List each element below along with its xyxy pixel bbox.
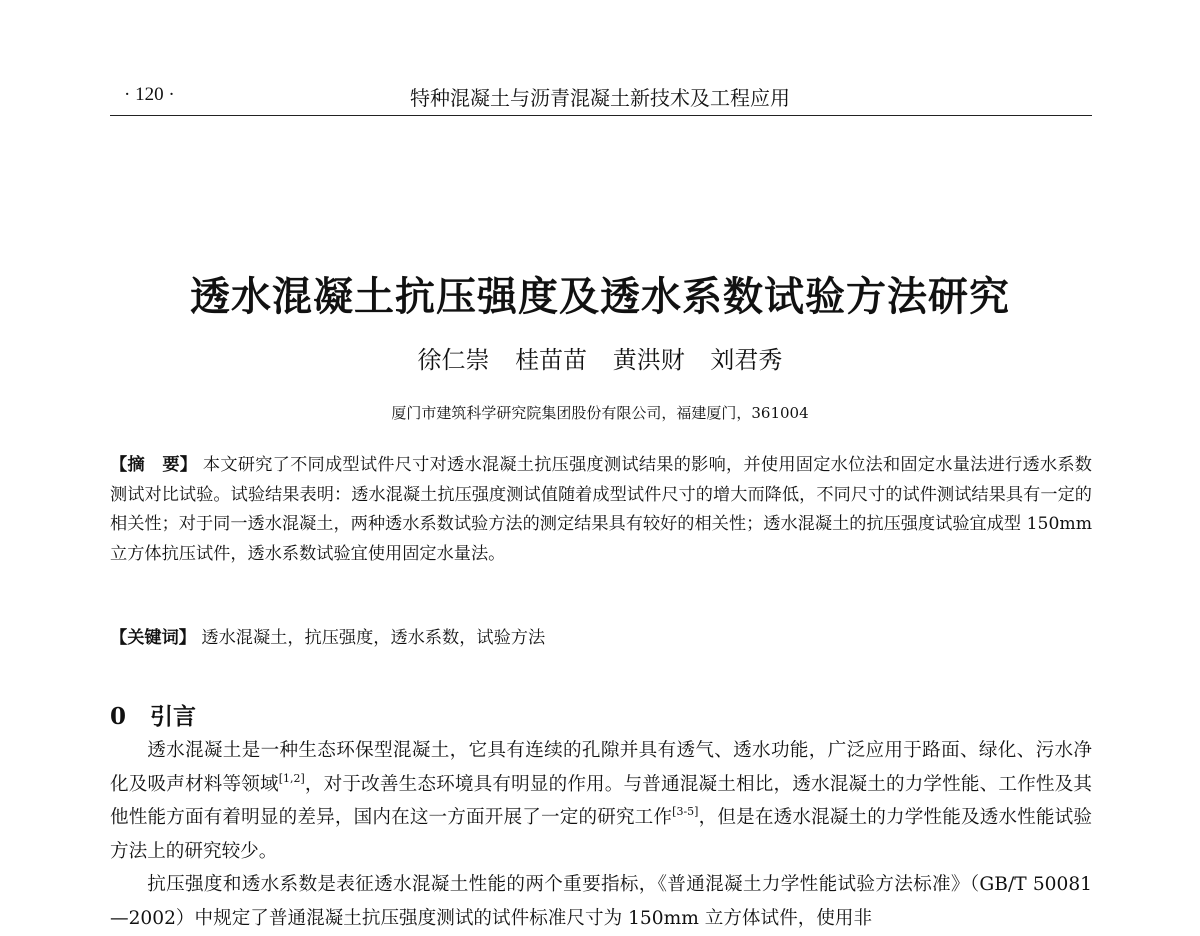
keywords <box>110 623 1092 648</box>
paragraph-1-part-c: ，但是在透水混凝土的力学性能及透水性能试验方法上的研究较少。 <box>110 807 1092 862</box>
abstract-label: 【摘 要】 <box>110 455 198 475</box>
header-rule <box>110 115 1092 116</box>
paragraph-1-part-b: ，对于改善生态环境具有明显的作用。与普通混凝土相比，透水混凝土的力学性能、工作性及其他性能方面有着明显的差异，国内在这一方面开展了一定的研究工作 <box>110 773 1092 829</box>
section-title: 引言 <box>150 703 196 730</box>
keywords-text: 透水混凝土，抗压强度，透水系数，试验方法 <box>201 628 546 648</box>
paper-title: 透水混凝土抗压强度及透水系数试验方法研究 <box>190 273 1010 320</box>
paragraph-1-part-a: 透水混凝土是一种生态环保型混凝土，它具有连续的孔隙并具有透气、透水功能，广泛应用于路面、绿化、污水净化及吸声材料等领域 <box>110 740 1092 795</box>
page-number: · 120 · <box>124 84 175 105</box>
citation-ref: [3-5] <box>672 805 699 819</box>
section-number: 0 <box>110 703 127 730</box>
section-heading <box>110 698 196 731</box>
keywords-label: 【关键词】 <box>110 628 196 648</box>
paragraph-2: 抗压强度和透水系数是表征透水混凝土性能的两个重要指标，《普通混凝土力学性能试验方法标准》（GB/T 50081—2002）中规定了普通混凝土抗压强度测试的试件标准尺寸为 150mm 立方体试件，使用非 <box>110 874 1092 929</box>
abstract <box>110 451 1092 569</box>
abstract-text: 本文研究了不同成型试件尺寸对透水混凝土抗压强度测试结果的影响，并使用固定水位法和固定水量法进行透水系数测试对比试验。试验结果表明：透水混凝土抗压强度测试值随着成型试件尺寸的增大而降低，不同尺寸的试件测试结果具有一定的相关性；对于同一透水混凝土，两种透水系数试验方法的测定结果具有较好的相关性；透水混凝土的抗压强度试验宜成型 150mm 立方体抗压试件，透水系数试验宜使用固定水量法。 <box>110 455 1092 564</box>
body-text <box>110 734 1092 936</box>
paper-authors: 徐仁崇 桂苗苗 黄洪财 刘君秀 <box>417 346 783 374</box>
paper-affiliation: 厦门市建筑科学研究院集团股份有限公司，福建厦门，361004 <box>391 404 809 422</box>
paragraph-1 <box>110 734 1092 868</box>
citation-ref: [1,2] <box>278 771 305 785</box>
running-header-title: 特种混凝土与沥青混凝土新技术及工程应用 <box>410 86 790 110</box>
